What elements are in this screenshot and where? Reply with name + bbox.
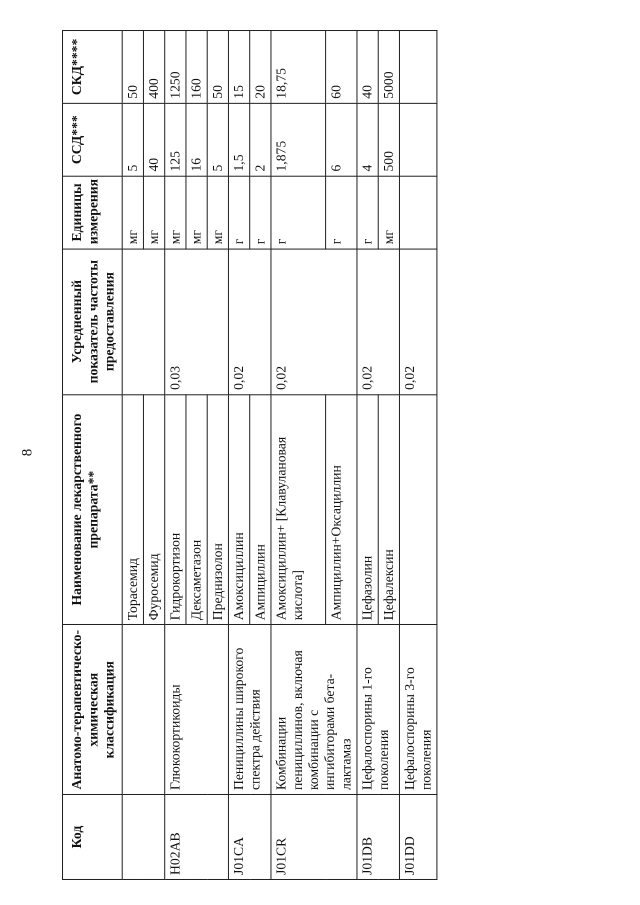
table-row [165, 31, 186, 880]
freq-cell: 0,02 [271, 249, 357, 395]
skd-cell: 400 [143, 31, 164, 104]
atc-cell: Цефалоспорины 1-го поколения [357, 625, 400, 795]
drug-cell: Гидрокортизон [165, 394, 186, 624]
ssd-cell [399, 103, 436, 176]
atc-cell: Пенициллины широкого спектра действия [228, 625, 270, 795]
unit-cell: г [250, 176, 271, 249]
freq-cell: 0,02 [357, 249, 400, 395]
unit-cell: мг [378, 176, 399, 249]
skd-cell [399, 31, 436, 104]
drug-cell: Цефалексин [378, 394, 399, 624]
rotated-table-container [62, 30, 437, 880]
drug-cell: Торасемид [122, 394, 143, 624]
header-code: Код [63, 795, 123, 880]
code-cell: J01DB [357, 795, 400, 880]
drug-cell [399, 394, 436, 624]
ssd-cell: 16 [186, 103, 207, 176]
skd-cell: 18,75 [271, 31, 326, 104]
code-cell: J01CA [228, 795, 270, 880]
page-number: 8 [19, 448, 36, 457]
atc-cell: Цефалоспорины 3-го поколения [399, 625, 436, 795]
table-row [122, 31, 143, 880]
unit-cell: г [326, 176, 357, 249]
freq-cell [122, 249, 165, 395]
skd-cell: 60 [326, 31, 357, 104]
unit-cell: г [271, 176, 326, 249]
atc-cell: Комбинации пенициллинов, включая комбинации с ингибиторами бета-лактамаз [271, 625, 357, 795]
code-cell: J01DD [399, 795, 436, 880]
unit-cell: мг [143, 176, 164, 249]
skd-cell: 5000 [378, 31, 399, 104]
code-cell: J01CR [271, 795, 357, 880]
drug-cell: Цефазолин [357, 394, 378, 624]
skd-cell: 50 [207, 31, 228, 104]
drug-cell: Фуросемид [143, 394, 164, 624]
freq-cell: 0,02 [228, 249, 270, 395]
table-row [399, 31, 436, 880]
unit-cell: мг [165, 176, 186, 249]
unit-cell: мг [122, 176, 143, 249]
freq-cell: 0,02 [399, 249, 436, 395]
atc-cell: Глюкокортикоиды [165, 625, 229, 795]
table-row [228, 31, 249, 880]
ssd-cell: 125 [165, 103, 186, 176]
table-row [271, 31, 326, 880]
ssd-cell: 1,5 [228, 103, 249, 176]
ssd-cell: 6 [326, 103, 357, 176]
code-cell: H02AB [165, 795, 229, 880]
unit-cell: мг [207, 176, 228, 249]
drug-cell: Ампициллин+Оксациллин [326, 394, 357, 624]
unit-cell: г [357, 176, 378, 249]
ssd-cell: 5 [207, 103, 228, 176]
header-skd: СКД**** [63, 31, 123, 104]
unit-cell [399, 176, 436, 249]
ssd-cell: 1,875 [271, 103, 326, 176]
skd-cell: 1250 [165, 31, 186, 104]
atc-cell [122, 625, 165, 795]
header-drug: Наименование лекарственного препарата** [63, 394, 123, 624]
skd-cell: 15 [228, 31, 249, 104]
ssd-cell: 2 [250, 103, 271, 176]
table-body [122, 31, 437, 880]
skd-cell: 40 [357, 31, 378, 104]
drug-cell: Ампициллин [250, 394, 271, 624]
skd-cell: 160 [186, 31, 207, 104]
ssd-cell: 5 [122, 103, 143, 176]
freq-cell: 0,03 [165, 249, 229, 395]
drug-table [62, 30, 437, 880]
skd-cell: 50 [122, 31, 143, 104]
table-row [357, 31, 378, 880]
drug-cell: Амоксициллин [228, 394, 249, 624]
drug-cell: Преднизолон [207, 394, 228, 624]
ssd-cell: 500 [378, 103, 399, 176]
ssd-cell: 40 [143, 103, 164, 176]
header-freq: Усредненный показатель частоты предоставления [63, 249, 123, 395]
header-atc: Анатомо-терапевтическо-химическая классификация [63, 625, 123, 795]
drug-cell: Амоксициллин+ [Клавулановая кислота] [271, 394, 326, 624]
unit-cell: г [228, 176, 249, 249]
drug-cell: Дексаметазон [186, 394, 207, 624]
code-cell [122, 795, 165, 880]
skd-cell: 20 [250, 31, 271, 104]
header-unit: Единицы измерения [63, 176, 123, 249]
unit-cell: мг [186, 176, 207, 249]
header-ssd: ССД*** [63, 103, 123, 176]
ssd-cell: 4 [357, 103, 378, 176]
header-row [63, 31, 123, 880]
